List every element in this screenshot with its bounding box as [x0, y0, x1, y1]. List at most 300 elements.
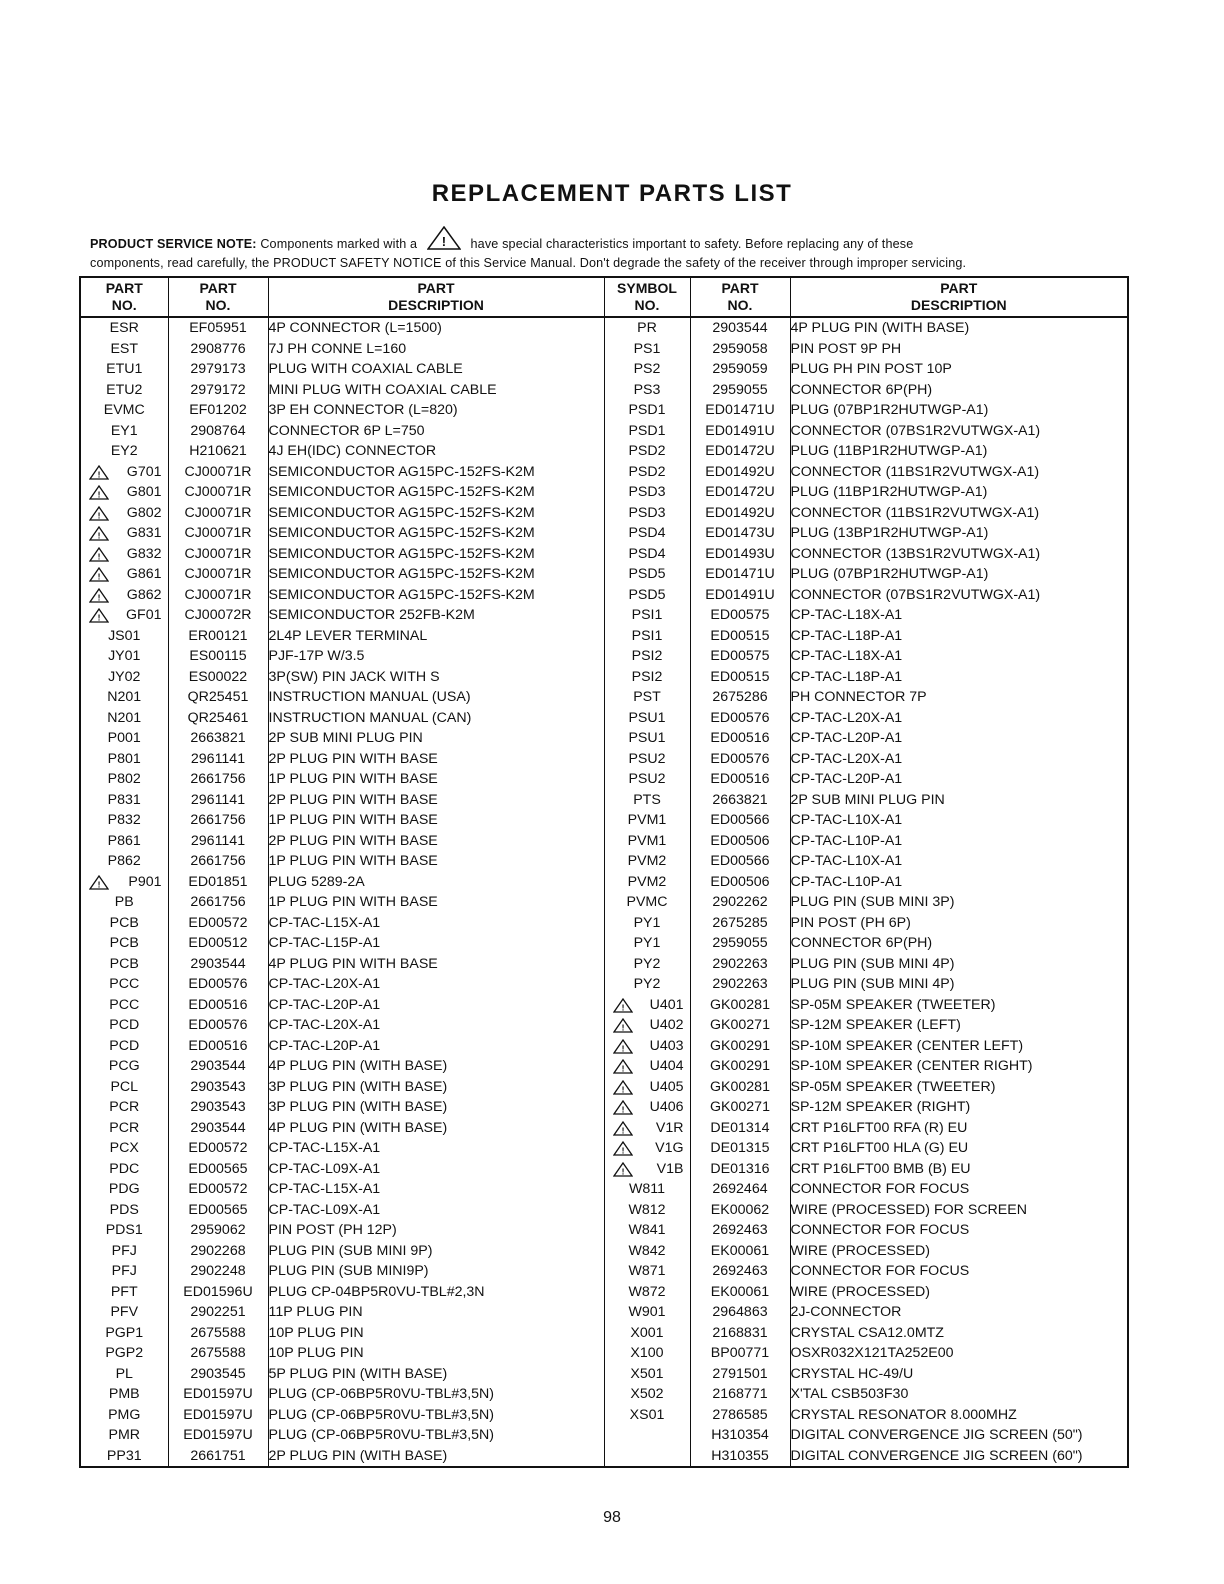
symbol-text: PR — [637, 320, 657, 336]
table-row — [80, 1343, 1128, 1364]
table-row — [80, 421, 1128, 442]
left-symbol-cell — [80, 605, 168, 626]
left-description-cell: PLUG (CP-06BP5R0VU-TBL#3,5N) — [268, 1384, 604, 1405]
right-part-number-cell: GK00271 — [690, 1015, 790, 1036]
table-row — [80, 810, 1128, 831]
symbol-text: W841 — [628, 1222, 666, 1238]
right-part-number-cell: DE01316 — [690, 1159, 790, 1180]
right-description-cell: PLUG PIN (SUB MINI 4P) — [790, 954, 1128, 975]
right-symbol-cell — [604, 646, 690, 667]
left-description-cell: SEMICONDUCTOR AG15PC-152FS-K2M — [268, 544, 604, 565]
symbol-text: PGP1 — [105, 1324, 144, 1341]
symbol-text: PCD — [109, 1037, 140, 1054]
symbol-text: XS01 — [629, 1406, 665, 1423]
warning-triangle-icon — [613, 1018, 633, 1036]
warning-triangle-icon — [613, 998, 633, 1016]
right-part-number-cell: 2663821 — [690, 790, 790, 811]
symbol-text: PSD4 — [628, 545, 666, 562]
left-description-cell: 1P PLUG PIN WITH BASE — [268, 851, 604, 872]
right-symbol-cell — [604, 1384, 690, 1405]
left-description-cell: PIN POST (PH 12P) — [268, 1220, 604, 1241]
left-part-number-cell: EF05951 — [168, 317, 268, 339]
table-row — [80, 749, 1128, 770]
left-symbol-cell — [80, 831, 168, 852]
symbol-text: EVMC — [103, 402, 145, 418]
right-symbol-cell — [604, 1015, 690, 1036]
left-part-number-cell: CJ00071R — [168, 482, 268, 503]
symbol-text: PY1 — [633, 914, 661, 931]
right-symbol-cell — [604, 605, 690, 626]
symbol-text: PSI1 — [631, 607, 663, 623]
left-description-cell: SEMICONDUCTOR AG15PC-152FS-K2M — [268, 523, 604, 544]
right-description-cell: SP-12M SPEAKER (RIGHT) — [790, 1097, 1128, 1118]
table-row — [80, 1446, 1128, 1468]
left-part-number-cell: 2903544 — [168, 1056, 268, 1077]
symbol-text: P801 — [107, 750, 141, 767]
right-description-cell: PLUG (07BP1R2HUTWGP-A1) — [790, 564, 1128, 585]
left-description-cell: 1P PLUG PIN WITH BASE — [268, 769, 604, 790]
right-symbol-cell — [604, 1446, 690, 1468]
right-part-number-cell: GK00291 — [690, 1056, 790, 1077]
symbol-text: PS2 — [633, 361, 661, 377]
table-row — [80, 933, 1128, 954]
left-description-cell: SEMICONDUCTOR AG15PC-152FS-K2M — [268, 482, 604, 503]
table-row — [80, 1036, 1128, 1057]
right-description-cell: PLUG PIN (SUB MINI 3P) — [790, 892, 1128, 913]
left-description-cell: 2P PLUG PIN WITH BASE — [268, 749, 604, 770]
symbol-text: PGP2 — [105, 1345, 144, 1361]
table-row — [80, 482, 1128, 503]
left-description-cell: CP-TAC-L20X-A1 — [268, 1015, 604, 1036]
symbol-text: EY2 — [110, 443, 138, 459]
left-description-cell: CP-TAC-L15X-A1 — [268, 1179, 604, 1200]
right-part-number-cell: ED00506 — [690, 831, 790, 852]
symbol-text: X502 — [630, 1386, 664, 1402]
header-left-symbol: PART NO. — [80, 277, 168, 317]
table-row — [80, 646, 1128, 667]
left-part-number-cell: 2903543 — [168, 1097, 268, 1118]
symbol-text: PCC — [109, 976, 140, 992]
left-symbol-cell — [80, 1323, 168, 1344]
svg-text:!: ! — [97, 879, 101, 889]
right-description-cell: DIGITAL CONVERGENCE JIG SCREEN (60") — [790, 1446, 1128, 1468]
right-description-cell: CONNECTOR (07BS1R2VUTWGX-A1) — [790, 585, 1128, 606]
left-part-number-cell: ED00572 — [168, 913, 268, 934]
left-symbol-cell — [80, 544, 168, 565]
left-description-cell: CONNECTOR 6P L=750 — [268, 421, 604, 442]
table-row — [80, 564, 1128, 585]
left-symbol-cell — [80, 1056, 168, 1077]
table-row — [80, 1200, 1128, 1221]
right-part-number-cell: ED00516 — [690, 728, 790, 749]
symbol-text: G701 — [126, 463, 162, 480]
left-description-cell: 4J EH(IDC) CONNECTOR — [268, 441, 604, 462]
left-part-number-cell: ED00576 — [168, 974, 268, 995]
right-symbol-cell — [604, 790, 690, 811]
svg-text:!: ! — [621, 1063, 624, 1074]
right-description-cell: CONNECTOR 6P(PH) — [790, 380, 1128, 401]
right-symbol-cell — [604, 892, 690, 913]
left-part-number-cell: H210621 — [168, 441, 268, 462]
right-part-number-cell: 2959055 — [690, 933, 790, 954]
table-row — [80, 667, 1128, 688]
right-part-number-cell: 2959059 — [690, 359, 790, 380]
left-symbol-cell — [80, 1118, 168, 1139]
right-symbol-cell — [604, 523, 690, 544]
left-part-number-cell: ED00516 — [168, 1036, 268, 1057]
page-number: 98 — [603, 1509, 621, 1526]
right-symbol-cell — [604, 913, 690, 934]
symbol-text: P831 — [107, 791, 141, 808]
left-part-number-cell: 2903545 — [168, 1364, 268, 1385]
right-description-cell: SP-12M SPEAKER (LEFT) — [790, 1015, 1128, 1036]
right-symbol-cell — [604, 667, 690, 688]
right-part-number-cell: ED00566 — [690, 851, 790, 872]
right-symbol-cell — [604, 585, 690, 606]
left-symbol-cell — [80, 1282, 168, 1303]
service-note — [90, 226, 1140, 272]
right-description-cell: PIN POST (PH 6P) — [790, 913, 1128, 934]
symbol-text: PS3 — [633, 381, 661, 398]
table-row — [80, 1118, 1128, 1139]
left-symbol-cell — [80, 1200, 168, 1221]
symbol-text: PCC — [109, 996, 140, 1013]
symbol-text: PSU1 — [628, 730, 666, 746]
left-symbol-cell — [80, 995, 168, 1016]
symbol-text: JY02 — [108, 668, 141, 685]
left-description-cell: INSTRUCTION MANUAL (CAN) — [268, 708, 604, 729]
symbol-text: X501 — [630, 1365, 664, 1382]
symbol-text: EST — [110, 340, 139, 357]
right-part-number-cell: DE01314 — [690, 1118, 790, 1139]
right-symbol-cell — [604, 831, 690, 852]
table-row — [80, 974, 1128, 995]
symbol-text: W901 — [628, 1304, 666, 1320]
table-row — [80, 1097, 1128, 1118]
symbol-text: PTS — [633, 791, 661, 808]
left-symbol-cell — [80, 1077, 168, 1098]
right-description-cell: CRYSTAL CSA12.0MTZ — [790, 1323, 1128, 1344]
left-symbol-cell — [80, 667, 168, 688]
left-part-number-cell: 2675588 — [168, 1323, 268, 1344]
parts-table — [79, 276, 1129, 1468]
table-row — [80, 892, 1128, 913]
svg-text:!: ! — [97, 530, 101, 541]
symbol-text: PSD1 — [628, 402, 666, 418]
left-part-number-cell: 2961141 — [168, 831, 268, 852]
symbol-text: P001 — [107, 730, 141, 746]
right-description-cell: SP-05M SPEAKER (TWEETER) — [790, 995, 1128, 1016]
symbol-text: PCB — [109, 935, 139, 951]
right-description-cell: X'TAL CSB503F30 — [790, 1384, 1128, 1405]
left-symbol-cell — [80, 1343, 168, 1364]
right-part-number-cell: ED00515 — [690, 667, 790, 688]
left-symbol-cell — [80, 810, 168, 831]
right-description-cell: PLUG PH PIN POST 10P — [790, 359, 1128, 380]
symbol-text: V1B — [656, 1160, 684, 1177]
symbol-text: W812 — [628, 1201, 666, 1218]
left-part-number-cell: ED00576 — [168, 1015, 268, 1036]
left-part-number-cell: 2902248 — [168, 1261, 268, 1282]
left-description-cell: SEMICONDUCTOR 252FB-K2M — [268, 605, 604, 626]
symbol-text: PCB — [109, 955, 139, 972]
right-symbol-cell — [604, 1405, 690, 1426]
left-description-cell: 2P PLUG PIN WITH BASE — [268, 790, 604, 811]
right-symbol-cell — [604, 1261, 690, 1282]
symbol-text: PSD4 — [628, 525, 666, 541]
left-part-number-cell: 2908764 — [168, 421, 268, 442]
symbol-text: PDC — [109, 1160, 140, 1177]
table-row — [80, 1364, 1128, 1385]
left-symbol-cell — [80, 564, 168, 585]
left-part-number-cell: ES00022 — [168, 667, 268, 688]
right-description-cell: CONNECTOR (07BS1R2VUTWGX-A1) — [790, 421, 1128, 442]
table-row — [80, 441, 1128, 462]
symbol-text: PCX — [109, 1140, 139, 1156]
right-symbol-cell — [604, 1241, 690, 1262]
table-row — [80, 462, 1128, 483]
page-title: REPLACEMENT PARTS LIST — [431, 180, 793, 207]
left-symbol-cell — [80, 1446, 168, 1468]
right-description-cell: WIRE (PROCESSED) — [790, 1282, 1128, 1303]
right-part-number-cell: ED01491U — [690, 585, 790, 606]
left-description-cell: PLUG CP-04BP5R0VU-TBL#2,3N — [268, 1282, 604, 1303]
left-symbol-cell — [80, 974, 168, 995]
left-description-cell: PJF-17P W/3.5 — [268, 646, 604, 667]
right-part-number-cell: ED01491U — [690, 421, 790, 442]
left-description-cell: CP-TAC-L15P-A1 — [268, 933, 604, 954]
right-symbol-cell — [604, 1200, 690, 1221]
left-description-cell: CP-TAC-L20P-A1 — [268, 1036, 604, 1057]
left-part-number-cell: 2961141 — [168, 790, 268, 811]
symbol-text: W842 — [628, 1242, 666, 1259]
right-symbol-cell — [604, 1118, 690, 1139]
right-description-cell: SP-10M SPEAKER (CENTER LEFT) — [790, 1036, 1128, 1057]
table-header-row — [80, 277, 1128, 317]
right-symbol-cell — [604, 462, 690, 483]
warning-triangle-icon — [427, 226, 461, 255]
right-symbol-cell — [604, 872, 690, 893]
right-part-number-cell: GK00271 — [690, 1097, 790, 1118]
left-description-cell: 10P PLUG PIN — [268, 1323, 604, 1344]
left-description-cell: PLUG (CP-06BP5R0VU-TBL#3,5N) — [268, 1425, 604, 1446]
right-part-number-cell: H310355 — [690, 1446, 790, 1468]
table-row — [80, 1302, 1128, 1323]
symbol-text: PCL — [110, 1078, 139, 1095]
symbol-text: PSD1 — [628, 422, 666, 439]
right-symbol-cell — [604, 974, 690, 995]
right-symbol-cell — [604, 1159, 690, 1180]
left-symbol-cell — [80, 317, 168, 339]
symbol-text: PP31 — [106, 1447, 142, 1464]
left-description-cell: 10P PLUG PIN — [268, 1343, 604, 1364]
left-description-cell: 3P(SW) PIN JACK WITH S — [268, 667, 604, 688]
right-symbol-cell — [604, 1302, 690, 1323]
svg-text:!: ! — [621, 1002, 624, 1012]
right-part-number-cell: 2786585 — [690, 1405, 790, 1426]
left-symbol-cell — [80, 359, 168, 380]
left-symbol-cell — [80, 872, 168, 893]
right-symbol-cell — [604, 1364, 690, 1385]
left-description-cell: SEMICONDUCTOR AG15PC-152FS-K2M — [268, 585, 604, 606]
right-part-number-cell: EK00062 — [690, 1200, 790, 1221]
left-part-number-cell: CJ00071R — [168, 503, 268, 524]
right-description-cell: PH CONNECTOR 7P — [790, 687, 1128, 708]
left-part-number-cell: CJ00072R — [168, 605, 268, 626]
symbol-text: X001 — [630, 1324, 664, 1341]
symbol-text: G801 — [126, 484, 162, 500]
warning-triangle-icon — [613, 1080, 633, 1098]
left-description-cell: 3P EH CONNECTOR (L=820) — [268, 400, 604, 421]
symbol-text: PSD2 — [628, 463, 666, 480]
symbol-text: U402 — [649, 1017, 684, 1033]
right-part-number-cell: 2902262 — [690, 892, 790, 913]
header-left-part-no: PART NO. — [168, 277, 268, 317]
right-symbol-cell — [604, 1097, 690, 1118]
symbol-text: PMR — [108, 1427, 141, 1443]
warning-triangle-icon — [89, 506, 109, 524]
left-part-number-cell: 2661756 — [168, 769, 268, 790]
symbol-text: PY2 — [633, 955, 661, 972]
left-description-cell: CP-TAC-L15X-A1 — [268, 913, 604, 934]
right-part-number-cell: 2675285 — [690, 913, 790, 934]
left-symbol-cell — [80, 790, 168, 811]
left-symbol-cell — [80, 646, 168, 667]
right-part-number-cell: ED00575 — [690, 605, 790, 626]
right-part-number-cell: ED00576 — [690, 708, 790, 729]
symbol-text: PS1 — [633, 340, 661, 357]
service-note-line-1 — [90, 226, 1140, 255]
right-description-cell: PLUG (11BP1R2HUTWGP-A1) — [790, 482, 1128, 503]
table-row — [80, 995, 1128, 1016]
right-part-number-cell: ED00515 — [690, 626, 790, 647]
warning-triangle-icon — [89, 588, 109, 606]
right-symbol-cell — [604, 1056, 690, 1077]
right-part-number-cell: ED01471U — [690, 564, 790, 585]
left-symbol-cell — [80, 482, 168, 503]
left-part-number-cell: 2661751 — [168, 1446, 268, 1468]
right-description-cell: CONNECTOR FOR FOCUS — [790, 1179, 1128, 1200]
right-symbol-cell — [604, 810, 690, 831]
symbol-text: PVM2 — [627, 853, 667, 869]
symbol-text: PVM1 — [627, 832, 667, 849]
left-part-number-cell: ED00565 — [168, 1200, 268, 1221]
left-description-cell: 2P PLUG PIN (WITH BASE) — [268, 1446, 604, 1468]
right-description-cell: CONNECTOR 6P(PH) — [790, 933, 1128, 954]
table-row — [80, 1323, 1128, 1344]
right-symbol-cell — [604, 1323, 690, 1344]
symbol-text: PDG — [108, 1181, 140, 1197]
left-part-number-cell: ED01597U — [168, 1405, 268, 1426]
warning-triangle-icon — [613, 1100, 633, 1118]
symbol-text: PY2 — [633, 976, 661, 992]
left-symbol-cell — [80, 503, 168, 524]
right-symbol-cell — [604, 1282, 690, 1303]
right-description-cell: PLUG (11BP1R2HUTWGP-A1) — [790, 441, 1128, 462]
right-description-cell: CP-TAC-L18X-A1 — [790, 605, 1128, 626]
right-description-cell: CONNECTOR FOR FOCUS — [790, 1220, 1128, 1241]
table-row — [80, 523, 1128, 544]
left-description-cell: PLUG (CP-06BP5R0VU-TBL#3,5N) — [268, 1405, 604, 1426]
left-part-number-cell: ED00565 — [168, 1159, 268, 1180]
right-part-number-cell: ED01472U — [690, 441, 790, 462]
symbol-text: JY01 — [108, 648, 141, 664]
symbol-text: PCR — [109, 1119, 140, 1136]
symbol-text: PSD2 — [628, 443, 666, 459]
left-description-cell: MINI PLUG WITH COAXIAL CABLE — [268, 380, 604, 401]
right-symbol-cell — [604, 400, 690, 421]
right-symbol-cell — [604, 954, 690, 975]
table-row — [80, 1056, 1128, 1077]
svg-text:!: ! — [621, 1125, 624, 1135]
table-row — [80, 913, 1128, 934]
left-part-number-cell: CJ00071R — [168, 564, 268, 585]
right-description-cell: CP-TAC-L18P-A1 — [790, 667, 1128, 688]
table-row — [80, 317, 1128, 339]
left-part-number-cell: ED00572 — [168, 1179, 268, 1200]
left-part-number-cell: ED01597U — [168, 1384, 268, 1405]
warning-triangle-icon — [89, 465, 109, 483]
table-row — [80, 1077, 1128, 1098]
right-description-cell: CP-TAC-L18P-A1 — [790, 626, 1128, 647]
symbol-text: ESR — [109, 320, 139, 336]
left-part-number-cell: 2663821 — [168, 728, 268, 749]
svg-text:!: ! — [621, 1022, 624, 1033]
symbol-text: PCG — [108, 1058, 140, 1074]
right-description-cell: CRT P16LFT00 BMB (B) EU — [790, 1159, 1128, 1180]
left-description-cell: 2L4P LEVER TERMINAL — [268, 626, 604, 647]
symbol-text: PSU2 — [628, 750, 666, 767]
left-symbol-cell — [80, 749, 168, 770]
table-row — [80, 585, 1128, 606]
right-description-cell: PLUG PIN (SUB MINI 4P) — [790, 974, 1128, 995]
right-symbol-cell — [604, 769, 690, 790]
header-right-part-no: PART NO. — [690, 277, 790, 317]
symbol-text: P861 — [107, 832, 141, 849]
left-part-number-cell: 2661756 — [168, 810, 268, 831]
right-description-cell: CP-TAC-L10P-A1 — [790, 872, 1128, 893]
right-part-number-cell: 2959055 — [690, 380, 790, 401]
left-part-number-cell: CJ00071R — [168, 585, 268, 606]
symbol-text: PMB — [108, 1386, 140, 1402]
table-row — [80, 1405, 1128, 1426]
table-row — [80, 1138, 1128, 1159]
svg-text:!: ! — [97, 551, 101, 561]
right-symbol-cell — [604, 359, 690, 380]
header-right-symbol: SYMBOL NO. — [604, 277, 690, 317]
right-part-number-cell: 2168831 — [690, 1323, 790, 1344]
left-symbol-cell — [80, 462, 168, 483]
symbol-text: PDS — [109, 1201, 139, 1218]
left-description-cell: 4P PLUG PIN (WITH BASE) — [268, 1056, 604, 1077]
right-symbol-cell — [604, 482, 690, 503]
right-description-cell: CONNECTOR (11BS1R2VUTWGX-A1) — [790, 503, 1128, 524]
right-symbol-cell — [604, 503, 690, 524]
left-symbol-cell — [80, 1405, 168, 1426]
left-symbol-cell — [80, 954, 168, 975]
left-description-cell: CP-TAC-L09X-A1 — [268, 1200, 604, 1221]
left-part-number-cell: 2903544 — [168, 954, 268, 975]
left-description-cell: 1P PLUG PIN WITH BASE — [268, 810, 604, 831]
right-description-cell: WIRE (PROCESSED) FOR SCREEN — [790, 1200, 1128, 1221]
left-description-cell: 11P PLUG PIN — [268, 1302, 604, 1323]
left-description-cell: 4P PLUG PIN WITH BASE — [268, 954, 604, 975]
symbol-text: V1G — [655, 1140, 684, 1156]
service-note-text-a: Components marked with a — [260, 237, 418, 251]
right-part-number-cell: ED00506 — [690, 872, 790, 893]
right-part-number-cell: EK00061 — [690, 1241, 790, 1262]
left-description-cell: 7J PH CONNE L=160 — [268, 339, 604, 360]
